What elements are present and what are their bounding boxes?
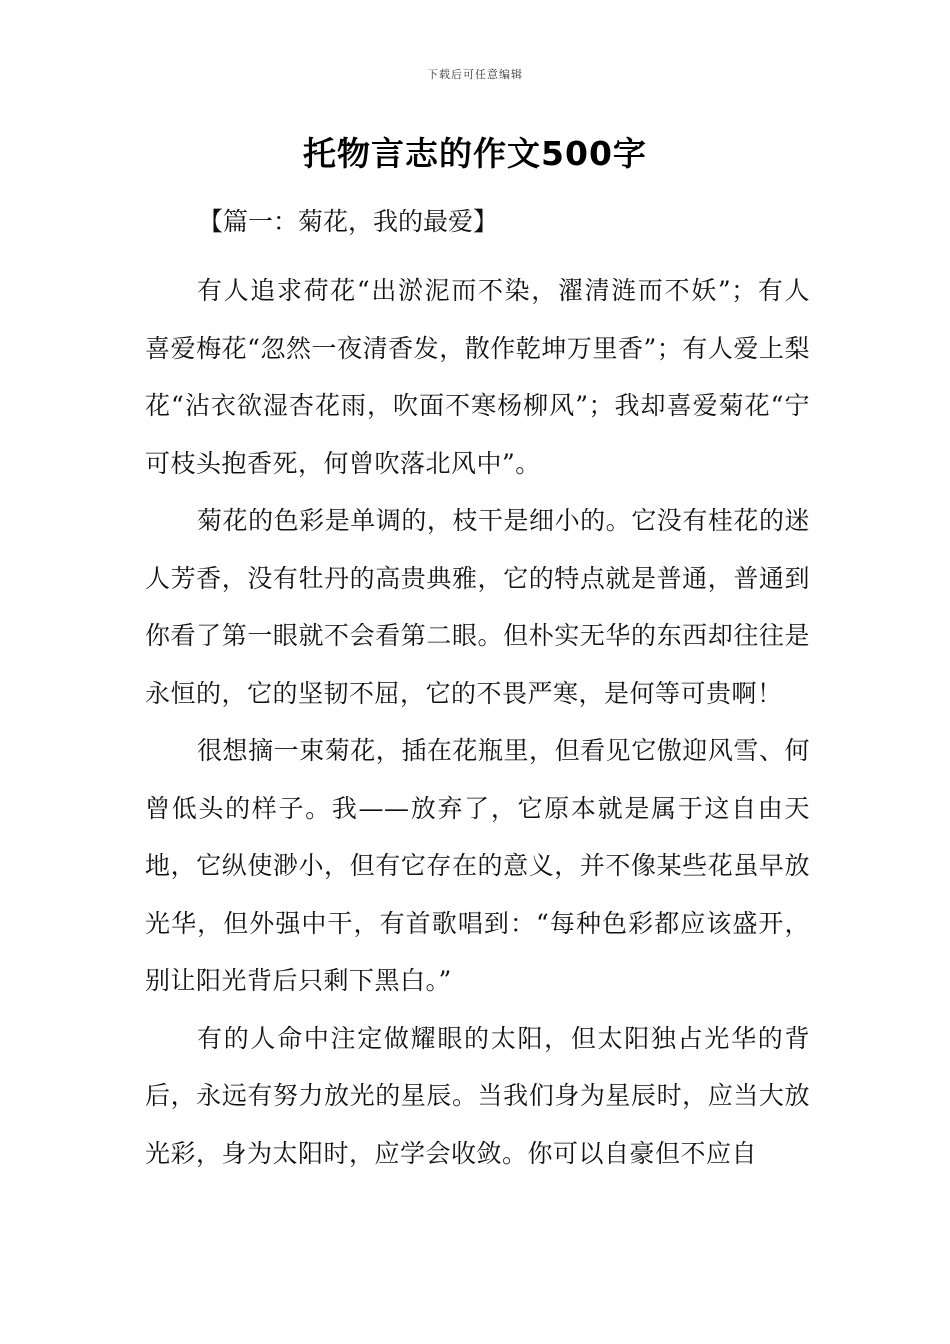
paragraph-3: 很想摘一束菊花，插在花瓶里，但看见它傲迎风雪、何曾低头的样子。我——放弃了，它原本就是属于这自由天地，它纵使渺小，但有它存在的意义，并不像某些花虽早放光华，但外强中干，有首歌唱到：“每种色彩都应该盛开，别让阳光背后只剩下黑白。” — [145, 736, 810, 995]
document-title: 托物言志的作文500字 — [303, 134, 647, 173]
paragraph-2: 菊花的色彩是单调的，枝干是细小的。它没有桂花的迷人芳香，没有牡丹的高贵典雅，它的特点就是普通，普通到你看了第一眼就不会看第二眼。但朴实无华的东西却往往是永恒的，它的坚韧不屈，它的不畏严寒，是何等可贵啊！ — [145, 506, 810, 708]
header-note: 下载后可任意编辑 — [427, 68, 523, 81]
paragraph-1: 有人追求荷花“出淤泥而不染，濯清涟而不妖”；有人喜爱梅花“忽然一夜清香发，散作乾坤万里香”；有人爱上梨花“沾衣欲湿杏花雨，吹面不寒杨柳风”；我却喜爱菊花“宁可枝头抱香死，何曾吹落北风中”。 — [145, 276, 810, 478]
section-heading: 【篇一：菊花，我的最爱】 — [198, 207, 499, 236]
article-body — [145, 262, 810, 1182]
paragraph-4: 有的人命中注定做耀眼的太阳，但太阳独占光华的背后，永远有努力放光的星辰。当我们身为星辰时，应当大放光彩，身为太阳时，应学会收敛。你可以自豪但不应自 — [145, 1023, 810, 1168]
